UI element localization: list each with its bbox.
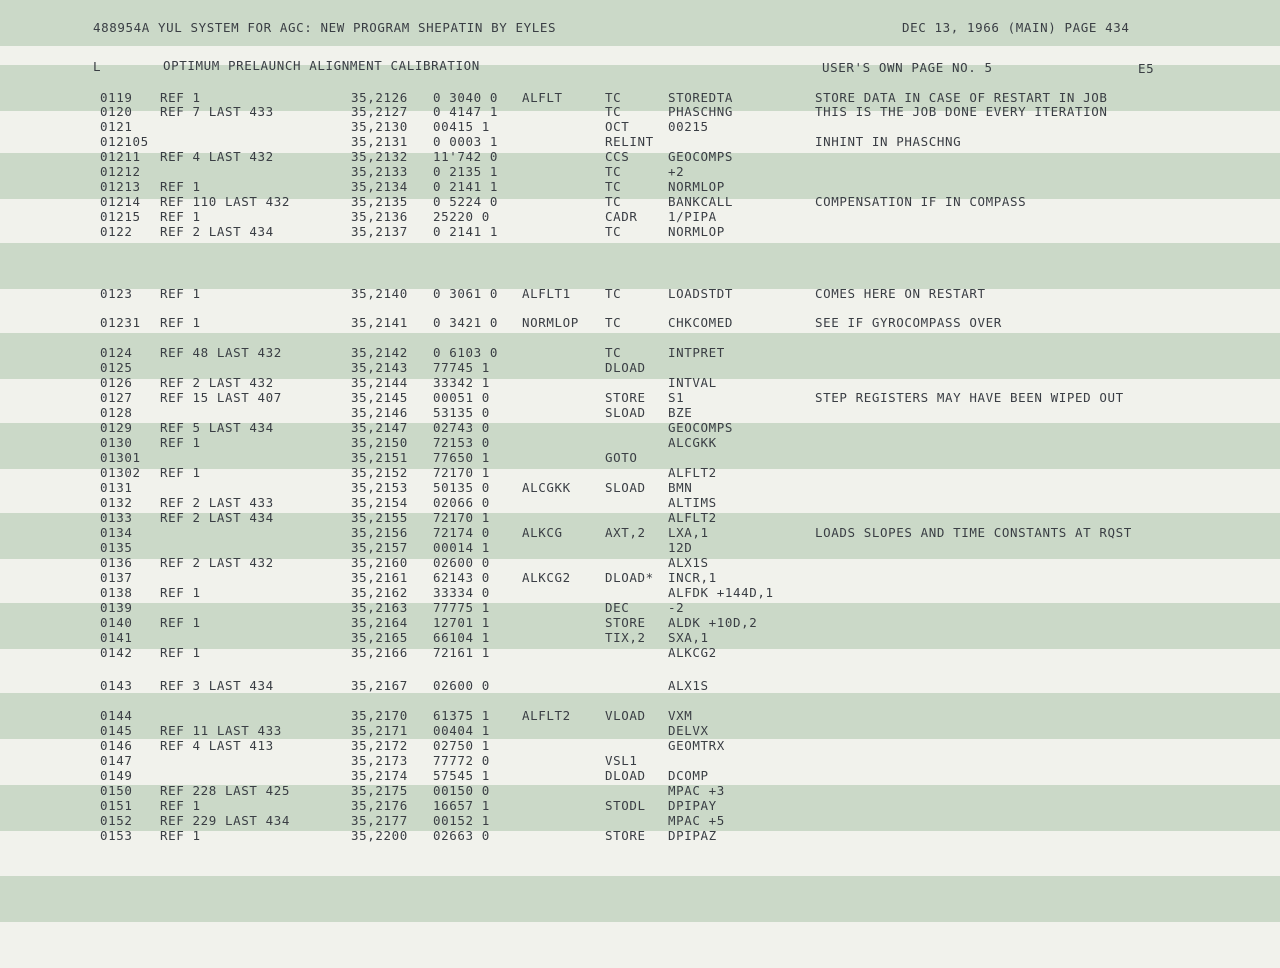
listing-address: 35,2142 [351, 345, 408, 360]
listing-address: 35,2176 [351, 798, 408, 813]
listing-address: 35,2155 [351, 510, 408, 525]
listing-operand: GEOMTRX [668, 738, 725, 753]
listing-octal-word: 33342 1 [433, 375, 490, 390]
listing-operand: 12D [668, 540, 693, 555]
listing-opcode: CADR [605, 209, 638, 224]
listing-reference: REF 1 [160, 315, 201, 330]
listing-line-number: 0147 [100, 753, 133, 768]
listing-opcode: AXT,2 [605, 525, 646, 540]
listing-reference: REF 110 LAST 432 [160, 194, 291, 209]
subheader-marker: L [93, 59, 102, 74]
listing-octal-word: 00014 1 [433, 540, 490, 555]
listing-line-number: 0124 [100, 345, 133, 360]
listing-opcode: TC [605, 164, 622, 179]
listing-address: 35,2133 [351, 164, 408, 179]
listing-address: 35,2130 [351, 119, 408, 134]
listing-line-number: 0153 [100, 828, 133, 843]
listing-octal-word: 00150 0 [433, 783, 490, 798]
listing-opcode: STORE [605, 615, 646, 630]
listing-address: 35,2177 [351, 813, 408, 828]
listing-opcode: TC [605, 90, 622, 105]
listing-opcode: DEC [605, 600, 630, 615]
listing-comment: COMPENSATION IF IN COMPASS [815, 194, 1027, 209]
green-band [0, 876, 1280, 922]
listing-operand: STOREDTA [668, 90, 734, 105]
listing-operand: BMN [668, 480, 693, 495]
listing-opcode: STORE [605, 390, 646, 405]
listing-address: 35,2143 [351, 360, 408, 375]
listing-line-number: 01215 [100, 209, 141, 224]
listing-octal-word: 0 4147 1 [433, 104, 499, 119]
listing-reference: REF 3 LAST 434 [160, 678, 274, 693]
listing-operand: SXA,1 [668, 630, 709, 645]
listing-line-number: 0144 [100, 708, 133, 723]
listing-reference: REF 1 [160, 828, 201, 843]
listing-opcode: OCT [605, 119, 630, 134]
listing-address: 35,2136 [351, 209, 408, 224]
listing-operand: +2 [668, 164, 685, 179]
listing-line-number: 0123 [100, 286, 133, 301]
listing-address: 35,2147 [351, 420, 408, 435]
listing-octal-word: 0 3040 0 [433, 90, 499, 105]
listing-label: ALCGKK [522, 480, 571, 495]
listing-address: 35,2134 [351, 179, 408, 194]
listing-comment: LOADS SLOPES AND TIME CONSTANTS AT RQST [815, 525, 1132, 540]
listing-operand: LXA,1 [668, 525, 709, 540]
listing-opcode: STODL [605, 798, 646, 813]
listing-operand: DELVX [668, 723, 709, 738]
listing-line-number: 0139 [100, 600, 133, 615]
listing-line-number: 01301 [100, 450, 141, 465]
listing-address: 35,2141 [351, 315, 408, 330]
listing-address: 35,2154 [351, 495, 408, 510]
listing-reference: REF 5 LAST 434 [160, 420, 274, 435]
listing-line-number: 012105 [100, 134, 149, 149]
listing-octal-word: 72174 0 [433, 525, 490, 540]
listing-reference: REF 2 LAST 433 [160, 495, 274, 510]
listing-address: 35,2167 [351, 678, 408, 693]
listing-octal-word: 0 3061 0 [433, 286, 499, 301]
listing-octal-word: 16657 1 [433, 798, 490, 813]
listing-opcode: VLOAD [605, 708, 646, 723]
listing-reference: REF 1 [160, 645, 201, 660]
listing-operand: INCR,1 [668, 570, 717, 585]
listing-reference: REF 11 LAST 433 [160, 723, 282, 738]
listing-comment: THIS IS THE JOB DONE EVERY ITERATION [815, 104, 1108, 119]
listing-reference: REF 1 [160, 615, 201, 630]
listing-line-number: 0134 [100, 525, 133, 540]
listing-operand: -2 [668, 600, 685, 615]
listing-operand: BZE [668, 405, 693, 420]
listing-line-number: 0141 [100, 630, 133, 645]
listing-opcode: SLOAD [605, 405, 646, 420]
listing-octal-word: 02600 0 [433, 678, 490, 693]
listing-address: 35,2162 [351, 585, 408, 600]
listing-label: ALFLT [522, 90, 563, 105]
listing-octal-word: 77772 0 [433, 753, 490, 768]
listing-octal-word: 61375 1 [433, 708, 490, 723]
listing-operand: ALFLT2 [668, 510, 717, 525]
listing-operand: GEOCOMPS [668, 420, 734, 435]
listing-opcode: TC [605, 224, 622, 239]
listing-line-number: 0146 [100, 738, 133, 753]
listing-octal-word: 0 2141 1 [433, 224, 499, 239]
listing-comment: STEP REGISTERS MAY HAVE BEEN WIPED OUT [815, 390, 1124, 405]
listing-opcode: CCS [605, 149, 630, 164]
listing-octal-word: 02750 1 [433, 738, 490, 753]
listing-label: ALFLT1 [522, 286, 571, 301]
listing-line-number: 0137 [100, 570, 133, 585]
listing-address: 35,2152 [351, 465, 408, 480]
listing-address: 35,2144 [351, 375, 408, 390]
listing-operand: INTPRET [668, 345, 725, 360]
listing-opcode: TIX,2 [605, 630, 646, 645]
users-page-number: USER'S OWN PAGE NO. 5 [822, 60, 993, 75]
listing-line-number: 0133 [100, 510, 133, 525]
listing-address: 35,2156 [351, 525, 408, 540]
listing-address: 35,2164 [351, 615, 408, 630]
listing-header-left: 488954A YUL SYSTEM FOR AGC: NEW PROGRAM SHEPATIN BY EYLES [93, 20, 557, 35]
listing-opcode: STORE [605, 828, 646, 843]
listing-label: ALKCG [522, 525, 563, 540]
listing-octal-word: 53135 0 [433, 405, 490, 420]
listing-address: 35,2137 [351, 224, 408, 239]
listing-address: 35,2126 [351, 90, 408, 105]
listing-opcode: TC [605, 315, 622, 330]
listing-address: 35,2157 [351, 540, 408, 555]
listing-octal-word: 02600 0 [433, 555, 490, 570]
listing-label: ALKCG2 [522, 570, 571, 585]
listing-line-number: 0136 [100, 555, 133, 570]
listing-operand: ALFDK +144D,1 [668, 585, 774, 600]
listing-address: 35,2145 [351, 390, 408, 405]
listing-octal-word: 72153 0 [433, 435, 490, 450]
listing-comment: STORE DATA IN CASE OF RESTART IN JOB [815, 90, 1108, 105]
listing-address: 35,2151 [351, 450, 408, 465]
listing-address: 35,2163 [351, 600, 408, 615]
listing-line-number: 0127 [100, 390, 133, 405]
listing-operand: PHASCHNG [668, 104, 734, 119]
listing-label: ALFLT2 [522, 708, 571, 723]
listing-comment: SEE IF GYROCOMPASS OVER [815, 315, 1002, 330]
listing-operand: 1/PIPA [668, 209, 717, 224]
listing-reference: REF 228 LAST 425 [160, 783, 291, 798]
listing-line-number: 01231 [100, 315, 141, 330]
listing-operand: MPAC +5 [668, 813, 725, 828]
listing-reference: REF 15 LAST 407 [160, 390, 282, 405]
listing-operand: ALDK +10D,2 [668, 615, 758, 630]
listing-address: 35,2175 [351, 783, 408, 798]
listing-comment: COMES HERE ON RESTART [815, 286, 986, 301]
listing-line-number: 0135 [100, 540, 133, 555]
listing-reference: REF 1 [160, 465, 201, 480]
listing-octal-word: 0 0003 1 [433, 134, 499, 149]
listing-operand: ALKCG2 [668, 645, 717, 660]
listing-line-number: 0149 [100, 768, 133, 783]
listing-octal-word: 0 2141 1 [433, 179, 499, 194]
listing-reference: REF 1 [160, 90, 201, 105]
listing-address: 35,2146 [351, 405, 408, 420]
listing-reference: REF 1 [160, 798, 201, 813]
listing-label: NORMLOP [522, 315, 579, 330]
listing-address: 35,2166 [351, 645, 408, 660]
listing-address: 35,2174 [351, 768, 408, 783]
listing-octal-word: 0 5224 0 [433, 194, 499, 209]
listing-line-number: 01212 [100, 164, 141, 179]
listing-reference: REF 229 LAST 434 [160, 813, 291, 828]
listing-operand: ALFLT2 [668, 465, 717, 480]
listing-address: 35,2140 [351, 286, 408, 301]
listing-line-number: 01214 [100, 194, 141, 209]
listing-operand: ALCGKK [668, 435, 717, 450]
listing-operand: GEOCOMPS [668, 149, 734, 164]
listing-octal-word: 57545 1 [433, 768, 490, 783]
listing-octal-word: 77650 1 [433, 450, 490, 465]
green-band [0, 243, 1280, 289]
listing-line-number: 0145 [100, 723, 133, 738]
listing-comment: INHINT IN PHASCHNG [815, 134, 962, 149]
listing-octal-word: 66104 1 [433, 630, 490, 645]
listing-line-number: 0128 [100, 405, 133, 420]
listing-opcode: DLOAD [605, 768, 646, 783]
listing-octal-word: 72170 1 [433, 510, 490, 525]
listing-octal-word: 12701 1 [433, 615, 490, 630]
listing-opcode: GOTO [605, 450, 638, 465]
listing-reference: REF 48 LAST 432 [160, 345, 282, 360]
listing-octal-word: 02743 0 [433, 420, 490, 435]
listing-octal-word: 00051 0 [433, 390, 490, 405]
page-code: E5 [1138, 61, 1155, 76]
listing-operand: CHKCOMED [668, 315, 734, 330]
listing-address: 35,2171 [351, 723, 408, 738]
listing-reference: REF 1 [160, 435, 201, 450]
listing-address: 35,2150 [351, 435, 408, 450]
listing-reference: REF 7 LAST 433 [160, 104, 274, 119]
listing-address: 35,2173 [351, 753, 408, 768]
listing-address: 35,2161 [351, 570, 408, 585]
listing-octal-word: 25220 0 [433, 209, 490, 224]
listing-operand: VXM [668, 708, 693, 723]
listing-octal-word: 0 6103 0 [433, 345, 499, 360]
listing-octal-word: 00415 1 [433, 119, 490, 134]
listing-line-number: 0140 [100, 615, 133, 630]
listing-opcode: RELINT [605, 134, 654, 149]
listing-line-number: 0119 [100, 90, 133, 105]
listing-operand: ALX1S [668, 555, 709, 570]
listing-opcode: TC [605, 345, 622, 360]
listing-operand: DPIPAY [668, 798, 717, 813]
listing-opcode: VSL1 [605, 753, 638, 768]
listing-reference: REF 4 LAST 413 [160, 738, 274, 753]
listing-reference: REF 2 LAST 434 [160, 224, 274, 239]
listing-reference: REF 4 LAST 432 [160, 149, 274, 164]
listing-line-number: 0121 [100, 119, 133, 134]
listing-address: 35,2132 [351, 149, 408, 164]
listing-address: 35,2160 [351, 555, 408, 570]
listing-header-right: DEC 13, 1966 (MAIN) PAGE 434 [902, 20, 1130, 35]
listing-octal-word: 00152 1 [433, 813, 490, 828]
section-title: OPTIMUM PRELAUNCH ALIGNMENT CALIBRATION [163, 58, 480, 73]
listing-line-number: 0129 [100, 420, 133, 435]
listing-reference: REF 1 [160, 209, 201, 224]
listing-operand: NORMLOP [668, 224, 725, 239]
listing-line-number: 01302 [100, 465, 141, 480]
listing-operand: BANKCALL [668, 194, 734, 209]
listing-line-number: 0130 [100, 435, 133, 450]
listing-operand: NORMLOP [668, 179, 725, 194]
listing-address: 35,2135 [351, 194, 408, 209]
listing-operand: LOADSTDT [668, 286, 734, 301]
listing-octal-word: 0 3421 0 [433, 315, 499, 330]
listing-opcode: TC [605, 179, 622, 194]
listing-line-number: 0151 [100, 798, 133, 813]
listing-line-number: 0120 [100, 104, 133, 119]
listing-operand: ALX1S [668, 678, 709, 693]
listing-line-number: 0152 [100, 813, 133, 828]
listing-address: 35,2165 [351, 630, 408, 645]
listing-octal-word: 77745 1 [433, 360, 490, 375]
listing-operand: MPAC +3 [668, 783, 725, 798]
listing-operand: ALTIMS [668, 495, 717, 510]
listing-line-number: 0125 [100, 360, 133, 375]
listing-line-number: 0132 [100, 495, 133, 510]
listing-reference: REF 1 [160, 286, 201, 301]
listing-operand: INTVAL [668, 375, 717, 390]
listing-reference: REF 2 LAST 434 [160, 510, 274, 525]
listing-address: 35,2200 [351, 828, 408, 843]
listing-line-number: 0138 [100, 585, 133, 600]
listing-opcode: TC [605, 194, 622, 209]
listing-line-number: 0143 [100, 678, 133, 693]
listing-line-number: 0150 [100, 783, 133, 798]
listing-operand: DPIPAZ [668, 828, 717, 843]
listing-opcode: TC [605, 286, 622, 301]
listing-reference: REF 2 LAST 432 [160, 375, 274, 390]
listing-octal-word: 50135 0 [433, 480, 490, 495]
listing-line-number: 01213 [100, 179, 141, 194]
listing-line-number: 01211 [100, 149, 141, 164]
listing-line-number: 0122 [100, 224, 133, 239]
listing-address: 35,2153 [351, 480, 408, 495]
listing-line-number: 0142 [100, 645, 133, 660]
listing-octal-word: 00404 1 [433, 723, 490, 738]
listing-operand: 00215 [668, 119, 709, 134]
listing-octal-word: 33334 0 [433, 585, 490, 600]
listing-octal-word: 02066 0 [433, 495, 490, 510]
listing-reference: REF 1 [160, 585, 201, 600]
listing-operand: S1 [668, 390, 685, 405]
listing-octal-word: 62143 0 [433, 570, 490, 585]
listing-octal-word: 11'742 0 [433, 149, 499, 164]
listing-opcode: TC [605, 104, 622, 119]
listing-address: 35,2127 [351, 104, 408, 119]
listing-operand: DCOMP [668, 768, 709, 783]
listing-octal-word: 0 2135 1 [433, 164, 499, 179]
listing-octal-word: 77775 1 [433, 600, 490, 615]
listing-octal-word: 72170 1 [433, 465, 490, 480]
listing-address: 35,2170 [351, 708, 408, 723]
listing-reference: REF 2 LAST 432 [160, 555, 274, 570]
listing-line-number: 0126 [100, 375, 133, 390]
listing-opcode: SLOAD [605, 480, 646, 495]
listing-opcode: DLOAD* [605, 570, 654, 585]
listing-address: 35,2131 [351, 134, 408, 149]
listing-address: 35,2172 [351, 738, 408, 753]
listing-octal-word: 02663 0 [433, 828, 490, 843]
listing-line-number: 0131 [100, 480, 133, 495]
listing-octal-word: 72161 1 [433, 645, 490, 660]
listing-opcode: DLOAD [605, 360, 646, 375]
listing-reference: REF 1 [160, 179, 201, 194]
